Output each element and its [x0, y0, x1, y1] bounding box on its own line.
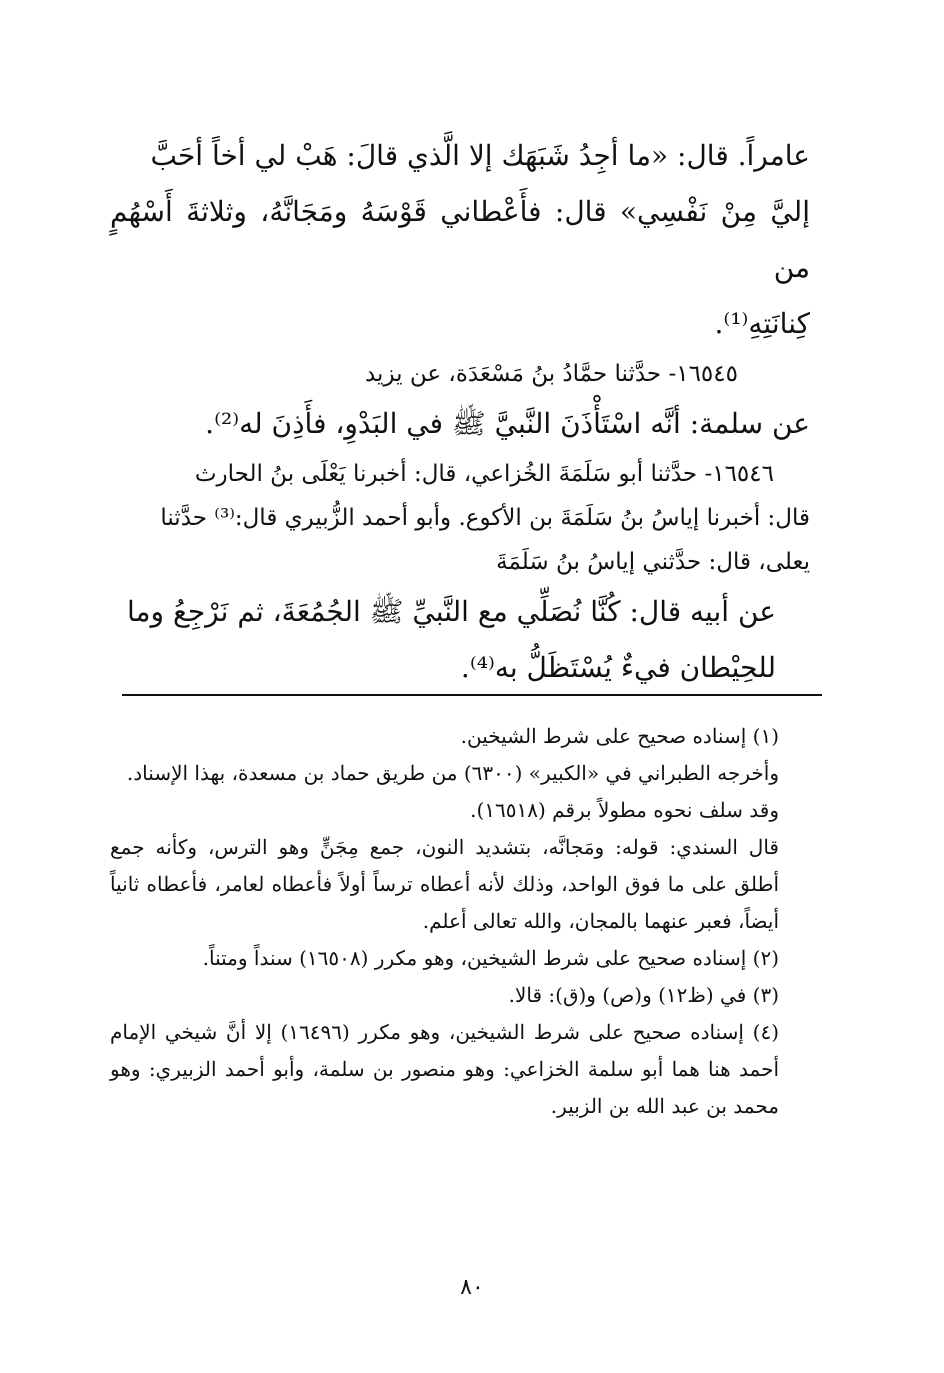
main-text	[110, 128, 810, 696]
footnote-4: (٤) إسناده صحيح على شرط الشيخين، وهو مكرر (١٦٤٩٦) إلا أنَّ شيخي الإمام أحمد هنا هما أبو سلمة الخزاعي: وهو منصور بن سلمة، وأبو أحمد الزبيري: وهو محمد بن عبد الله بن الزبير.	[110, 1020, 779, 1118]
text-line: عن أبيه قال: كُنَّا نُصَلِّي مع النَّبيِّ ﷺ الجُمُعَةَ، ثم نَرْجِعُ وما	[127, 595, 776, 628]
text-line: إليَّ مِنْ نَفْسِي» قال: فأَعْطاني قَوْسَهُ ومَجَانَّهُ، وثلاثةَ أَسْهُمٍ من	[110, 195, 810, 284]
footnote-1-sindi: قال السندي: قوله: ومَجانَّه، بتشديد النون، جمع مِجَنٍّ وهو الترس، وكأنه جمع أطلق على ما فوق الواحد، وذلك لأنه أعطاه ترساً أولاً فأعطاه لعامر، فأعطاه ثانياً أيضاً، فعبر عنهما بالمجان، والله تعالى أعلم.	[110, 835, 779, 933]
text-line: عامراً. قال: «ما أجِدُ شَبَهَك إلا الَّذي قالَ: هَبْ لي أخاً أحَبَّ	[150, 139, 810, 172]
footnotes	[110, 718, 815, 1125]
footnote-1: (١) إسناده صحيح على شرط الشيخين.	[460, 724, 779, 748]
text-line: كِنانَتِهِ⁽¹⁾.	[714, 307, 810, 340]
text-line: للحِيْطان فيءٌ يُسْتَظَلُّ به⁽⁴⁾.	[460, 651, 776, 684]
text-line: قال: أخبرنا إياسُ بنُ سَلَمَةَ بن الأكوع. وأبو أحمد الزُّبيري قال:⁽³⁾ حدَّثنا	[160, 505, 810, 531]
hadith-16545-matn: عن سلمة: أنَّه اسْتَأْذَنَ النَّبيَّ ﷺ في البَدْوِ، فأَذِنَ له⁽²⁾.	[205, 407, 810, 440]
hadith-16545-chain: ١٦٥٤٥- حدَّثنا حمَّادُ بنُ مَسْعَدَة، عن يزيد	[364, 361, 738, 387]
text-line: يعلى، قال: حدَّثني إياسُ بنُ سَلَمَةَ	[496, 549, 810, 575]
paragraph-hadith-continuation	[110, 128, 810, 352]
footnote-3: (٣) في (ظ١٢) و(ص) و(ق): قالا.	[508, 983, 779, 1007]
text-line: ١٦٥٤٦- حدَّثنا أبو سَلَمَةَ الخُزاعي، قال: أخبرنا يَعْلَى بنُ الحارث	[194, 461, 774, 487]
footnote-1-crossref: وقد سلف نحوه مطولاً برقم (١٦٥١٨).	[470, 798, 779, 822]
hadith-16546-matn	[110, 584, 810, 696]
footnote-divider	[122, 694, 822, 696]
footnote-2: (٢) إسناده صحيح على شرط الشيخين، وهو مكرر (١٦٥٠٨) سنداً ومتناً.	[202, 946, 779, 970]
hadith-16546-chain	[110, 452, 810, 584]
footnote-1-source: وأخرجه الطبراني في «الكبير» (٦٣٠٠) من طريق حماد بن مسعدة، بهذا الإسناد.	[126, 761, 779, 785]
page-number: ٨٠	[460, 1275, 484, 1300]
